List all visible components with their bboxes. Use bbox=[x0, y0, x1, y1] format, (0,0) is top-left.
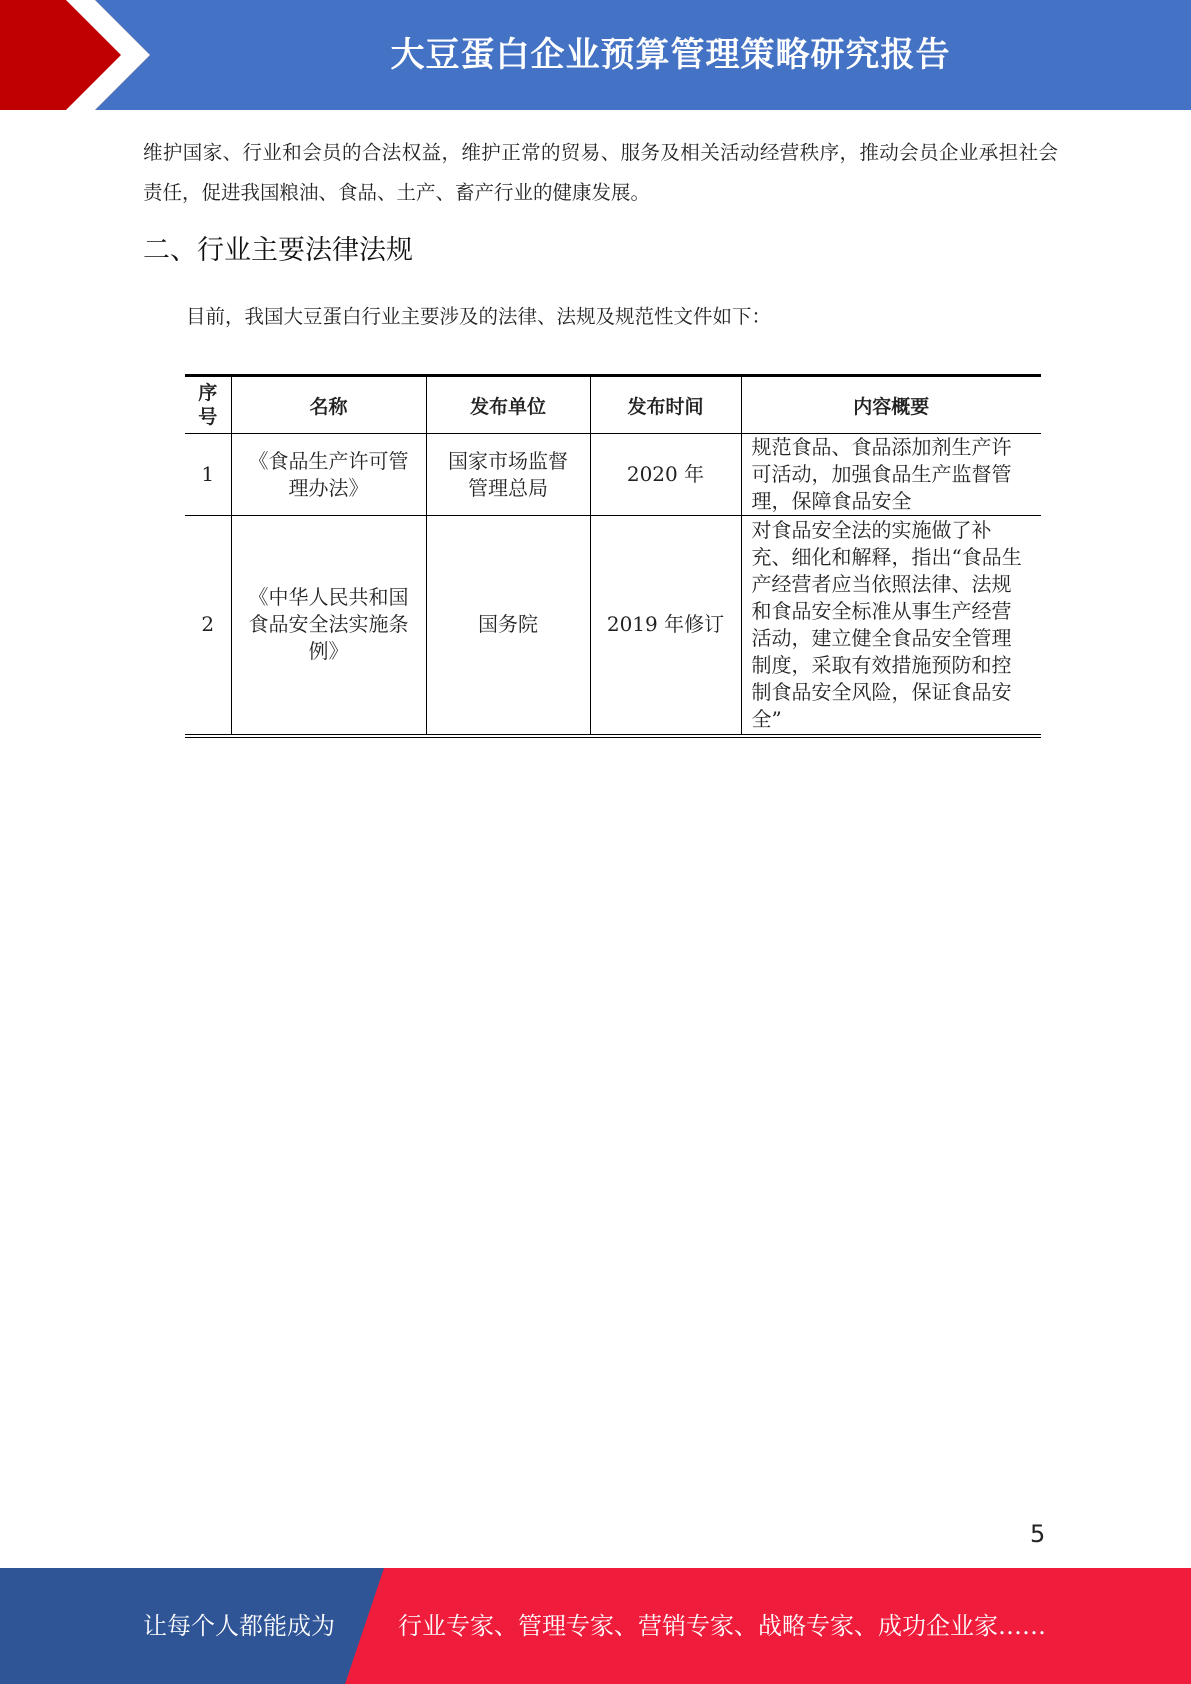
footer-slogan-right: 行业专家、管理专家、营销专家、战略专家、成功企业家…… bbox=[398, 1612, 1046, 1640]
page-header bbox=[0, 0, 1191, 110]
section-heading: 二、行业主要法律法规 bbox=[143, 235, 413, 266]
row-date: 2020 年 bbox=[590, 434, 741, 516]
row-name: 《中华人民共和国食品安全法实施条例》 bbox=[231, 516, 426, 736]
header-cell-issuer: 发布单位 bbox=[426, 376, 590, 434]
footer-slogan-left: 让每个人都能成为 bbox=[143, 1612, 335, 1640]
report-title: 大豆蛋白企业预算管理策略研究报告 bbox=[390, 35, 951, 75]
intro-paragraph: 维护国家、行业和会员的合法权益，维护正常的贸易、服务及相关活动经营秩序，推动会员企业承担社会责任，促进我国粮油、食品、土产、畜产行业的健康发展。 bbox=[143, 141, 1058, 204]
header-cell-name: 名称 bbox=[231, 376, 426, 434]
row-summary: 对食品安全法的实施做了补充、细化和解释，指出“食品生产经营者应当依照法律、法规和食品安全标准从事生产经营活动，建立健全食品安全管理制度，采取有效措施预防和控制食品安全风险，保证食品安全” bbox=[741, 516, 1041, 736]
row-issuer: 国家市场监督管理总局 bbox=[426, 434, 590, 516]
row-date: 2019 年修订 bbox=[590, 516, 741, 736]
table-intro-paragraph: 目前，我国大豆蛋白行业主要涉及的法律、法规及规范性文件如下： bbox=[186, 305, 772, 328]
header-cell-date: 发布时间 bbox=[590, 376, 741, 434]
header-cell-no bbox=[185, 376, 231, 434]
row-issuer: 国务院 bbox=[426, 516, 590, 736]
row-no: 2 bbox=[185, 516, 231, 736]
header-no-line2: 号 bbox=[198, 406, 218, 428]
table-row bbox=[185, 434, 1041, 516]
table-header-row bbox=[185, 376, 1041, 434]
page-number: 5 bbox=[1030, 1520, 1046, 1548]
row-summary: 规范食品、食品添加剂生产许可活动，加强食品生产监督管理，保障食品安全 bbox=[741, 434, 1041, 516]
header-chevron-decoration bbox=[0, 0, 160, 110]
row-name: 《食品生产许可管理办法》 bbox=[231, 434, 426, 516]
table-row bbox=[185, 516, 1041, 736]
header-cell-summary: 内容概要 bbox=[741, 376, 1041, 434]
page-footer bbox=[0, 1568, 1191, 1684]
row-no: 1 bbox=[185, 434, 231, 516]
header-no-line1: 序 bbox=[198, 382, 218, 404]
laws-table bbox=[185, 374, 1041, 738]
